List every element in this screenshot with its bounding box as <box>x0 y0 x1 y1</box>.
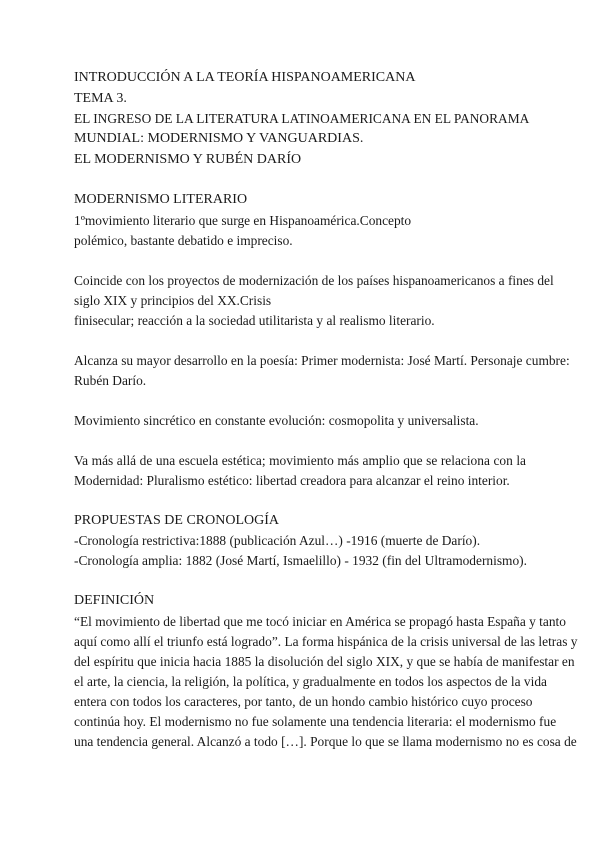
list-item: -Cronología amplia: 1882 (José Martí, Ismaelillo) - 1932 (fin del Ultramodernismo). <box>74 553 527 568</box>
paragraph-line: el arte, la ciencia, la religión, la política, y gradualmente en todos los aspectos de la vida <box>74 673 547 689</box>
section-heading: MODERNISMO LITERARIO <box>74 192 248 207</box>
document-header <box>74 68 530 170</box>
paragraph-line: del espíritu que inicia hacia 1885 la disolución del siglo XIX, y que se había de manifestar en <box>74 653 575 669</box>
paragraph-line: Va más allá de una escuela estética; movimiento más amplio que se relaciona con la <box>74 452 526 468</box>
paragraph-line: Rubén Darío. <box>74 372 147 388</box>
paragraph-line: continúa hoy. El modernismo no fue solamente una tendencia literaria: el modernismo fue <box>74 713 557 729</box>
paragraph-line: Alcanza su mayor desarrollo en la poesía: Primer modernista: José Martí. Personaje cumbre: <box>74 352 570 368</box>
paragraph-line: aquí como allí el triunfo está logrado”. La forma hispánica de la crisis universal de las letras y <box>74 633 578 649</box>
course-title: INTRODUCCIÓN A LA TEORÍA HISPANOAMERICANA <box>74 70 416 85</box>
section-modernismo <box>74 190 570 491</box>
paragraph-line: finisecular; reacción a la sociedad utilitarista y al realismo literario. <box>74 312 435 328</box>
paragraph-line: “El movimiento de libertad que me tocó iniciar en América se propagó hasta España y tanto <box>74 613 566 629</box>
topic-title-line-2: MUNDIAL: MODERNISMO Y VANGUARDIAS. <box>74 131 364 146</box>
paragraph-line: Coincide con los proyectos de modernización de los países hispanoamericanos a fines del <box>74 272 554 288</box>
section-heading: PROPUESTAS DE CRONOLOGÍA <box>74 512 280 528</box>
paragraph-line: siglo XIX y principios del XX.Crisis <box>74 292 272 308</box>
topic-title-line-1: EL INGRESO DE LA LITERATURA LATINOAMERICANA EN EL PANORAMA <box>74 111 530 126</box>
paragraph-line: Movimiento sincrético en constante evolución: cosmopolita y universalista. <box>74 412 479 428</box>
topic-number: TEMA 3. <box>74 90 127 106</box>
section-definicion <box>74 591 578 752</box>
section-heading: DEFINICIÓN <box>74 593 155 608</box>
paragraph-line: 1ºmovimiento literario que surge en Hispanoamérica.Concepto <box>74 212 412 228</box>
paragraph-line: Modernidad: Pluralismo estético: libertad creadora para alcanzar el reino interior. <box>74 472 510 488</box>
paragraph-line: polémico, bastante debatido e impreciso. <box>74 232 293 248</box>
list-item: -Cronología restrictiva:1888 (publicación Azul…) -1916 (muerte de Darío). <box>74 533 481 548</box>
paragraph-line: entera con todos los caracteres, por tanto, de un hondo cambio histórico cuyo proceso <box>74 693 533 709</box>
section-cronologia <box>74 511 526 572</box>
paragraph-line: una tendencia general. Alcanzó a todo […]. Porque lo que se llama modernismo no es cosa de <box>74 733 577 749</box>
subtopic-title: EL MODERNISMO Y RUBÉN DARÍO <box>74 151 302 167</box>
